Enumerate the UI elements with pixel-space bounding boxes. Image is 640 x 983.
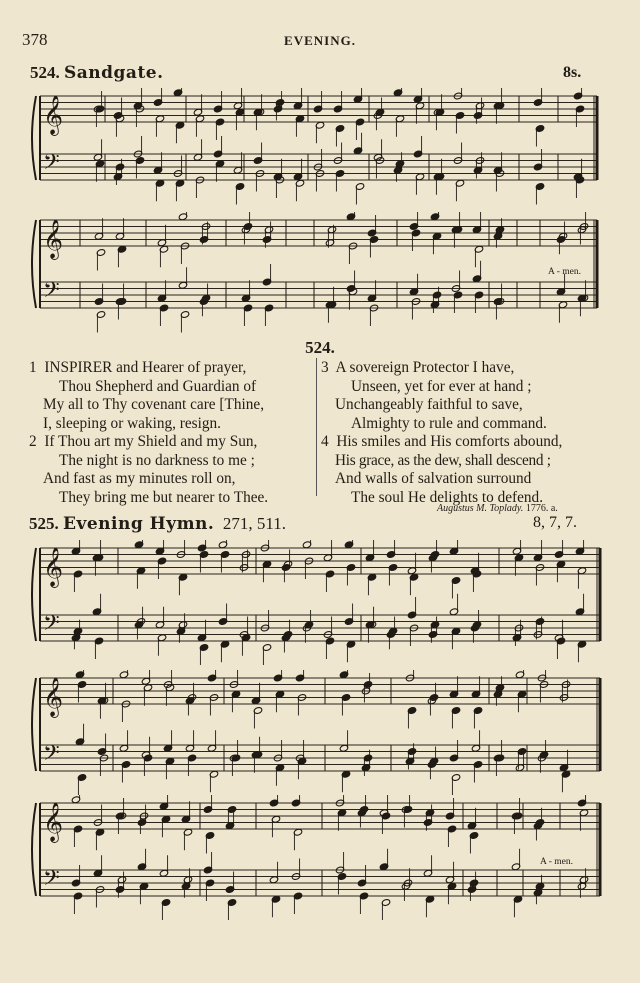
verse-3: 3 A sovereign Protector I have, Unseen, yet for ever at hand ; Unchangeably faithful to save, Almighty to rule and command. xyxy=(321,359,547,432)
brace-icon xyxy=(32,803,36,896)
amen-label-525: A - men. xyxy=(540,857,573,867)
running-head: EVENING. xyxy=(284,33,356,48)
tune-number: 524. xyxy=(30,63,60,82)
tune-525-header xyxy=(29,514,286,534)
tune-number: 525. xyxy=(29,514,59,533)
bass-clef-icon: 𝄢 xyxy=(43,741,60,771)
hymn-number-524: 524. xyxy=(305,338,335,357)
verse-4: 4 His smiles and His comforts abound, His grace, as the dew, shall descend ; And walls of salvation surround The soul He delights to defend. xyxy=(321,433,563,506)
brace-icon xyxy=(32,220,36,308)
bass-clef-icon: 𝄢 xyxy=(43,866,60,896)
music-system-524-2 xyxy=(0,212,640,337)
tune-meter-525: 8, 7, 7. xyxy=(533,514,577,531)
music-system-525-1 xyxy=(0,540,640,665)
brace-icon xyxy=(32,678,36,771)
tune-name: Sandgate. xyxy=(64,63,164,83)
treble-clef-icon: 𝄞 xyxy=(43,547,64,587)
column-divider xyxy=(316,358,317,496)
verse-2: 2 If Thou art my Shield and my Sun, The night is no darkness to me ; And fast as my minutes roll on, They bring me but nearer to Thee. xyxy=(29,433,269,506)
bass-clef-icon: 𝄢 xyxy=(43,278,60,308)
brace-icon xyxy=(32,96,36,180)
verse-1: 1 INSPIRER and Hearer of prayer, Thou Shepherd and Guardian of My all to Thy covenant care [Thine, I, sleeping or waking, resign. xyxy=(29,359,265,432)
page-number: 378 xyxy=(22,30,48,49)
tune-refs: 271, 511. xyxy=(222,514,286,533)
tune-524-header xyxy=(30,63,164,83)
tune-name: Evening Hymn. xyxy=(63,514,215,534)
brace-icon xyxy=(32,548,36,641)
bass-clef-icon: 𝄢 xyxy=(43,611,60,641)
music-system-525-2 xyxy=(0,670,640,795)
music-system-524-1 xyxy=(0,88,640,208)
bass-clef-icon: 𝄢 xyxy=(43,150,60,180)
attribution: Augustus M. Toplady. 1776. a. xyxy=(437,503,558,514)
treble-clef-icon: 𝄞 xyxy=(43,219,64,259)
treble-clef-icon: 𝄞 xyxy=(43,677,64,717)
treble-clef-icon: 𝄞 xyxy=(43,95,64,135)
amen-label-524: A - men. xyxy=(548,267,581,277)
tune-meter: 8s. xyxy=(563,64,582,81)
treble-clef-icon: 𝄞 xyxy=(43,802,64,842)
